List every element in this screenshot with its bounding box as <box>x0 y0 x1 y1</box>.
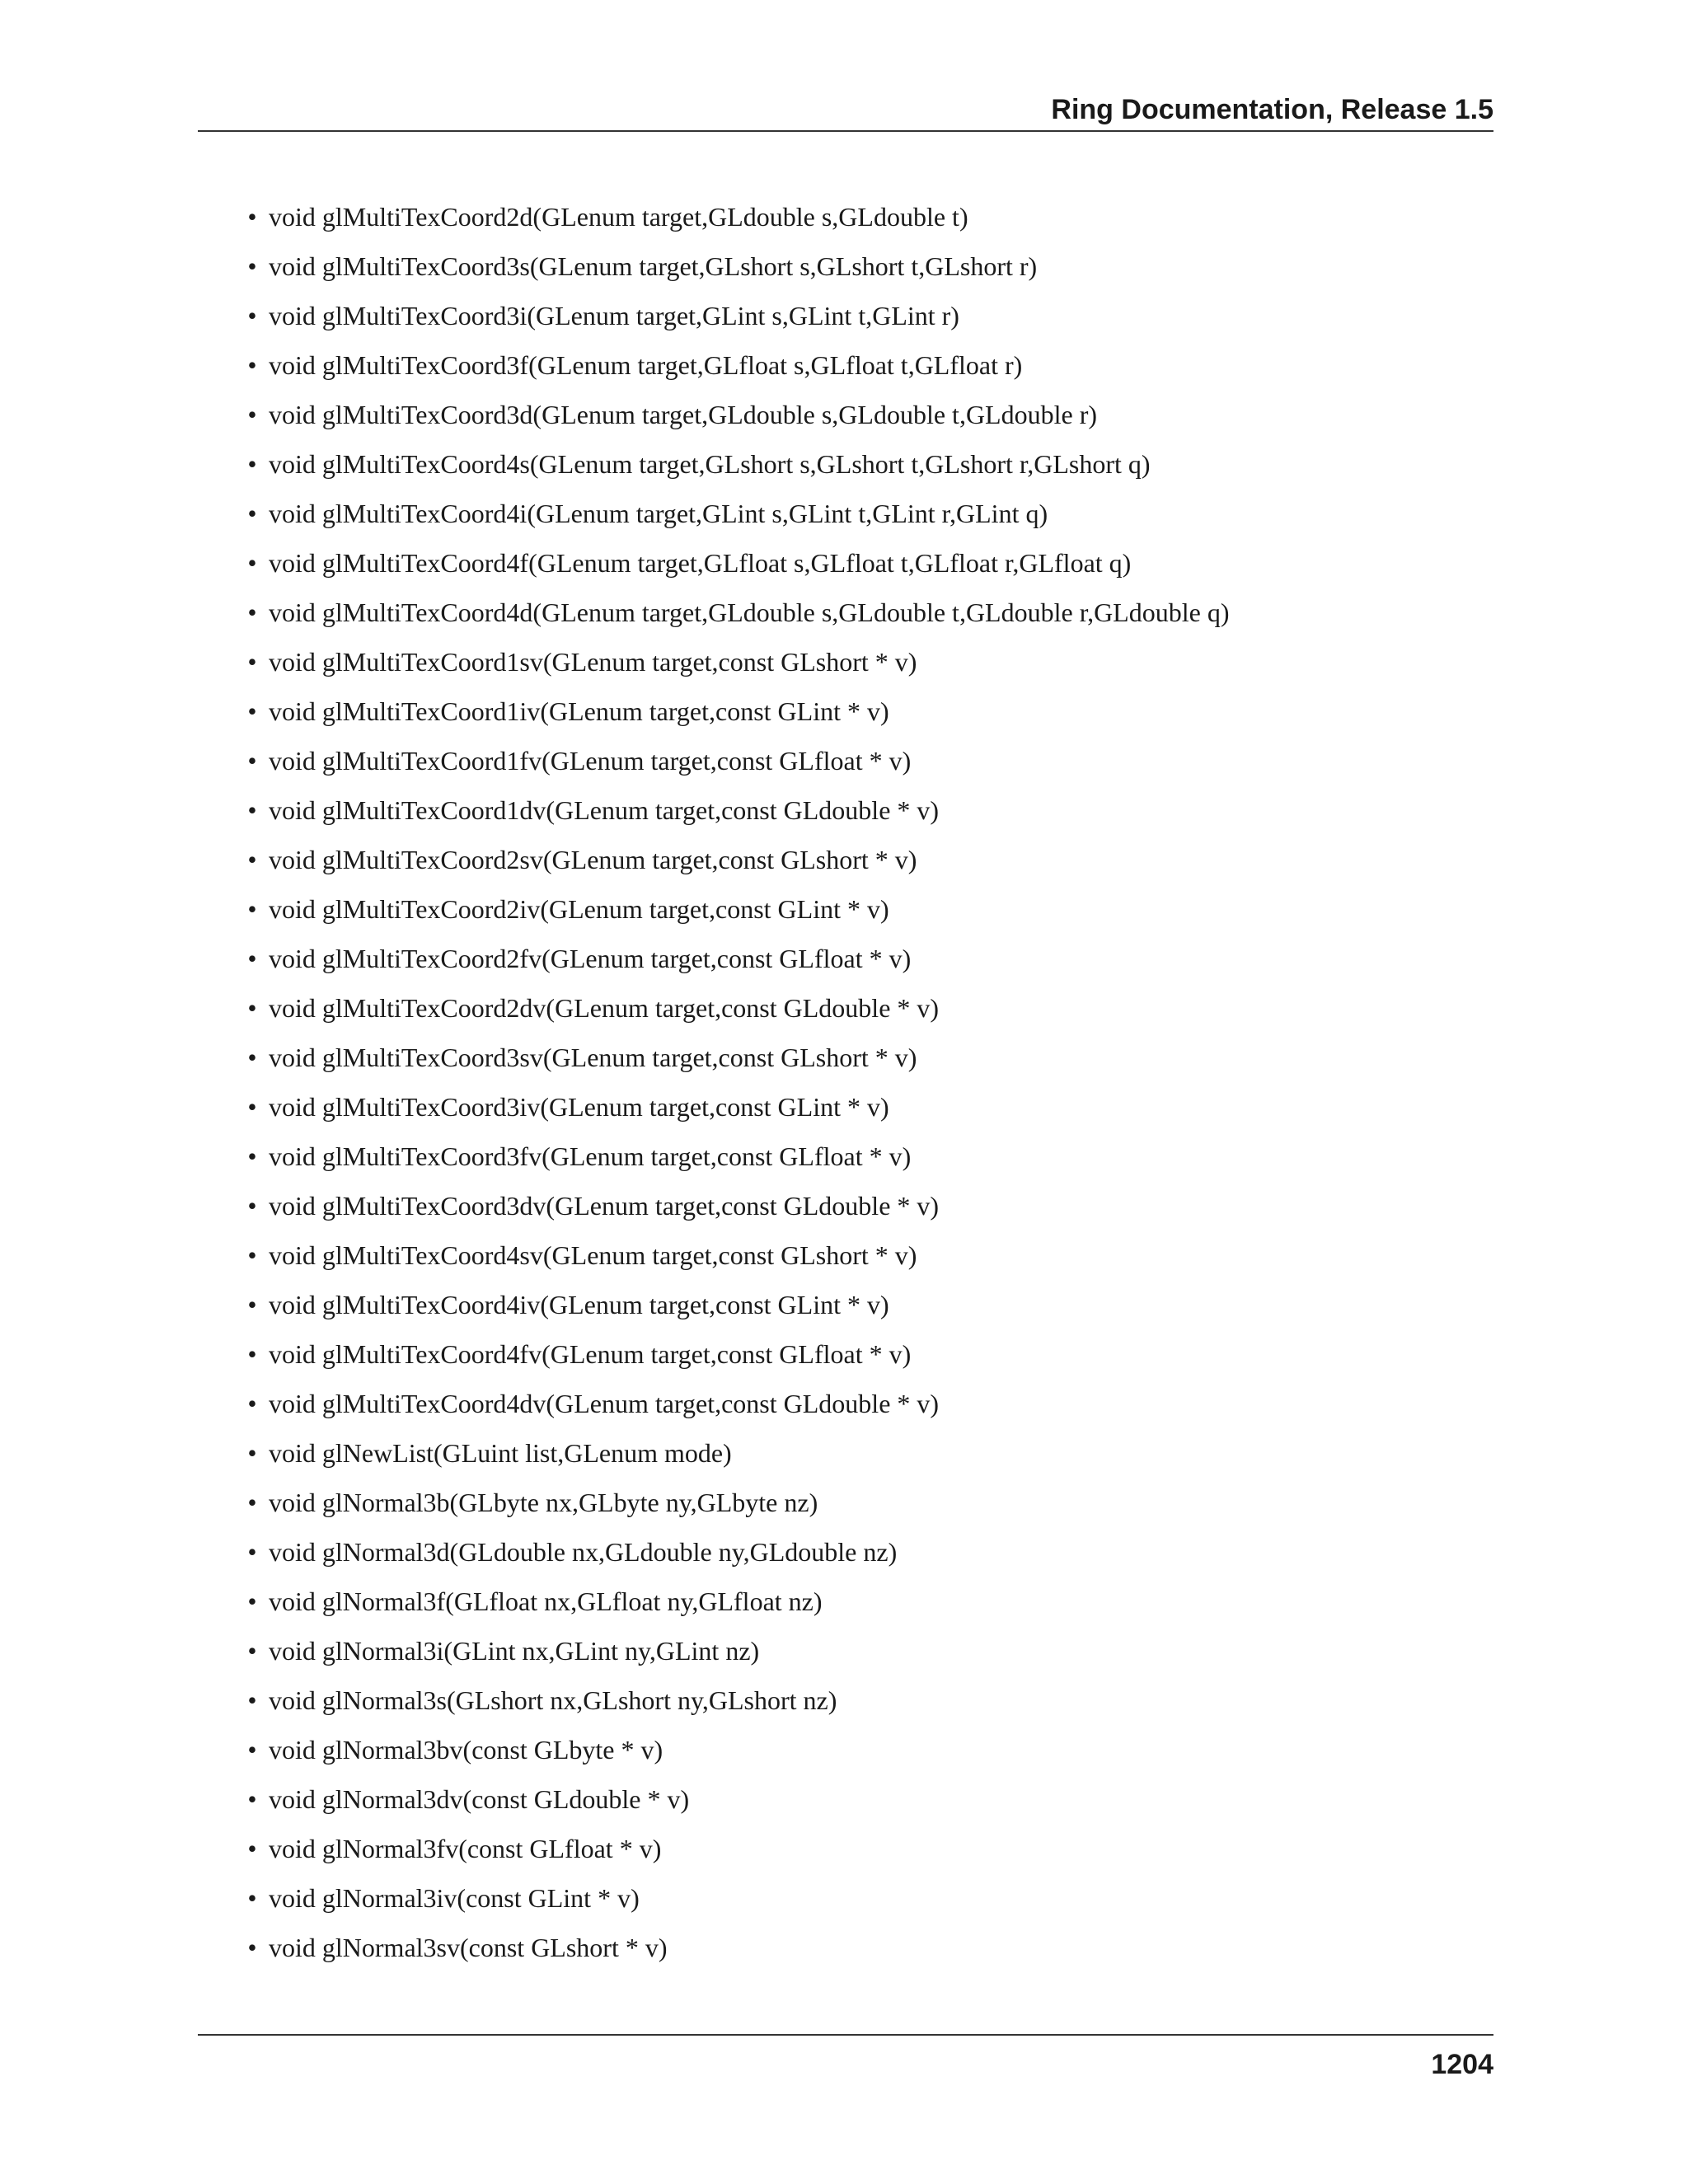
list-item <box>239 1680 1475 1729</box>
function-signature: void glMultiTexCoord1dv(GLenum target,const GLdouble * v) <box>269 795 940 825</box>
function-signature: void glMultiTexCoord2fv(GLenum target,const GLfloat * v) <box>269 944 912 973</box>
bullet-icon: • <box>247 894 257 924</box>
bullet-icon: • <box>247 993 257 1023</box>
bullet-icon: • <box>247 647 257 677</box>
bullet-icon: • <box>247 1834 257 1863</box>
list-item <box>239 1136 1475 1185</box>
list-item <box>239 790 1475 839</box>
list-item <box>239 592 1475 641</box>
function-signature: void glNormal3bv(const GLbyte * v) <box>269 1735 663 1765</box>
bullet-icon: • <box>247 746 257 776</box>
list-item <box>239 1235 1475 1284</box>
function-signature: void glMultiTexCoord4f(GLenum target,GLfloat s,GLfloat t,GLfloat r,GLfloat q) <box>269 548 1132 578</box>
bullet-icon: • <box>247 1438 257 1468</box>
list-item <box>239 1333 1475 1383</box>
bullet-icon: • <box>247 1092 257 1122</box>
list-item <box>239 1432 1475 1482</box>
function-signature: void glMultiTexCoord4dv(GLenum target,const GLdouble * v) <box>269 1389 940 1418</box>
list-item <box>239 1284 1475 1333</box>
function-signature: void glMultiTexCoord3d(GLenum target,GLdouble s,GLdouble t,GLdouble r) <box>269 400 1097 429</box>
function-signature: void glMultiTexCoord4iv(GLenum target,const GLint * v) <box>269 1290 889 1319</box>
function-signature: void glNormal3iv(const GLint * v) <box>269 1883 640 1913</box>
function-signature-list <box>239 196 1475 1976</box>
function-signature: void glMultiTexCoord4sv(GLenum target,const GLshort * v) <box>269 1240 917 1270</box>
function-signature: void glMultiTexCoord4fv(GLenum target,const GLfloat * v) <box>269 1339 912 1369</box>
function-signature: void glMultiTexCoord2dv(GLenum target,const GLdouble * v) <box>269 993 940 1023</box>
function-signature: void glMultiTexCoord1iv(GLenum target,const GLint * v) <box>269 696 889 726</box>
list-item <box>239 1086 1475 1136</box>
list-item <box>239 1531 1475 1581</box>
function-signature: void glMultiTexCoord3i(GLenum target,GLint s,GLint t,GLint r) <box>269 301 959 330</box>
bullet-icon: • <box>247 251 257 281</box>
bullet-icon: • <box>247 1933 257 1962</box>
function-signature: void glNormal3b(GLbyte nx,GLbyte ny,GLbyte nz) <box>269 1488 818 1517</box>
list-item <box>239 1828 1475 1877</box>
list-item <box>239 394 1475 443</box>
function-signature: void glNormal3f(GLfloat nx,GLfloat ny,GLfloat nz) <box>269 1586 823 1616</box>
function-signature: void glNewList(GLuint list,GLenum mode) <box>269 1438 732 1468</box>
list-item <box>239 443 1475 493</box>
function-signature: void glMultiTexCoord4d(GLenum target,GLdouble s,GLdouble t,GLdouble r,GLdouble q) <box>269 598 1230 627</box>
function-signature: void glMultiTexCoord3s(GLenum target,GLshort s,GLshort t,GLshort r) <box>269 251 1038 281</box>
function-signature: void glMultiTexCoord3iv(GLenum target,const GLint * v) <box>269 1092 889 1122</box>
function-signature: void glMultiTexCoord3dv(GLenum target,const GLdouble * v) <box>269 1191 940 1221</box>
list-item <box>239 839 1475 888</box>
list-item <box>239 246 1475 295</box>
bullet-icon: • <box>247 795 257 825</box>
list-item <box>239 1037 1475 1086</box>
function-signature: void glMultiTexCoord3f(GLenum target,GLfloat s,GLfloat t,GLfloat r) <box>269 350 1023 380</box>
list-item <box>239 1482 1475 1531</box>
bullet-icon: • <box>247 1537 257 1567</box>
list-item <box>239 493 1475 542</box>
function-signature: void glNormal3fv(const GLfloat * v) <box>269 1834 662 1863</box>
list-item <box>239 740 1475 790</box>
list-item <box>239 1185 1475 1235</box>
list-item <box>239 196 1475 246</box>
bullet-icon: • <box>247 449 257 479</box>
list-item <box>239 344 1475 394</box>
function-signature: void glMultiTexCoord2sv(GLenum target,const GLshort * v) <box>269 845 917 874</box>
bullet-icon: • <box>247 696 257 726</box>
bullet-icon: • <box>247 1685 257 1715</box>
function-signature: void glNormal3s(GLshort nx,GLshort ny,GLshort nz) <box>269 1685 837 1715</box>
bullet-icon: • <box>247 944 257 973</box>
function-signature: void glMultiTexCoord2d(GLenum target,GLdouble s,GLdouble t) <box>269 202 968 232</box>
page-number: 1204 <box>1431 2049 1493 2080</box>
list-item <box>239 542 1475 592</box>
list-item <box>239 1877 1475 1927</box>
function-signature: void glNormal3sv(const GLshort * v) <box>269 1933 668 1962</box>
function-signature: void glMultiTexCoord2iv(GLenum target,const GLint * v) <box>269 894 889 924</box>
page-header <box>198 89 1493 132</box>
bullet-icon: • <box>247 1636 257 1666</box>
list-item <box>239 641 1475 691</box>
document-title: Ring Documentation, Release 1.5 <box>1051 94 1493 125</box>
bullet-icon: • <box>247 1389 257 1418</box>
bullet-icon: • <box>247 1240 257 1270</box>
list-item <box>239 1779 1475 1828</box>
bullet-icon: • <box>247 1883 257 1913</box>
bullet-icon: • <box>247 598 257 627</box>
bullet-icon: • <box>247 499 257 528</box>
bullet-icon: • <box>247 400 257 429</box>
function-signature: void glMultiTexCoord4s(GLenum target,GLshort s,GLshort t,GLshort r,GLshort q) <box>269 449 1151 479</box>
bullet-icon: • <box>247 1290 257 1319</box>
bullet-icon: • <box>247 1586 257 1616</box>
bullet-icon: • <box>247 1191 257 1221</box>
bullet-icon: • <box>247 548 257 578</box>
bullet-icon: • <box>247 1488 257 1517</box>
bullet-icon: • <box>247 1339 257 1369</box>
bullet-icon: • <box>247 350 257 380</box>
list-item <box>239 888 1475 938</box>
bullet-icon: • <box>247 1784 257 1814</box>
function-signature: void glMultiTexCoord1sv(GLenum target,const GLshort * v) <box>269 647 917 677</box>
bullet-icon: • <box>247 845 257 874</box>
page-footer <box>198 2034 1493 2093</box>
list-item <box>239 1927 1475 1976</box>
function-signature: void glMultiTexCoord3fv(GLenum target,const GLfloat * v) <box>269 1141 912 1171</box>
bullet-icon: • <box>247 1735 257 1765</box>
function-signature: void glNormal3dv(const GLdouble * v) <box>269 1784 690 1814</box>
function-signature: void glNormal3d(GLdouble nx,GLdouble ny,GLdouble nz) <box>269 1537 898 1567</box>
list-item <box>239 295 1475 344</box>
function-signature: void glMultiTexCoord4i(GLenum target,GLint s,GLint t,GLint r,GLint q) <box>269 499 1048 528</box>
function-signature: void glNormal3i(GLint nx,GLint ny,GLint nz) <box>269 1636 760 1666</box>
list-item <box>239 691 1475 740</box>
list-item <box>239 1581 1475 1630</box>
bullet-icon: • <box>247 1043 257 1072</box>
bullet-icon: • <box>247 202 257 232</box>
list-item <box>239 938 1475 987</box>
list-item <box>239 1729 1475 1779</box>
function-signature: void glMultiTexCoord3sv(GLenum target,const GLshort * v) <box>269 1043 917 1072</box>
list-item <box>239 1383 1475 1432</box>
list-item <box>239 987 1475 1037</box>
bullet-icon: • <box>247 1141 257 1171</box>
list-item <box>239 1630 1475 1680</box>
bullet-icon: • <box>247 301 257 330</box>
function-signature: void glMultiTexCoord1fv(GLenum target,const GLfloat * v) <box>269 746 912 776</box>
